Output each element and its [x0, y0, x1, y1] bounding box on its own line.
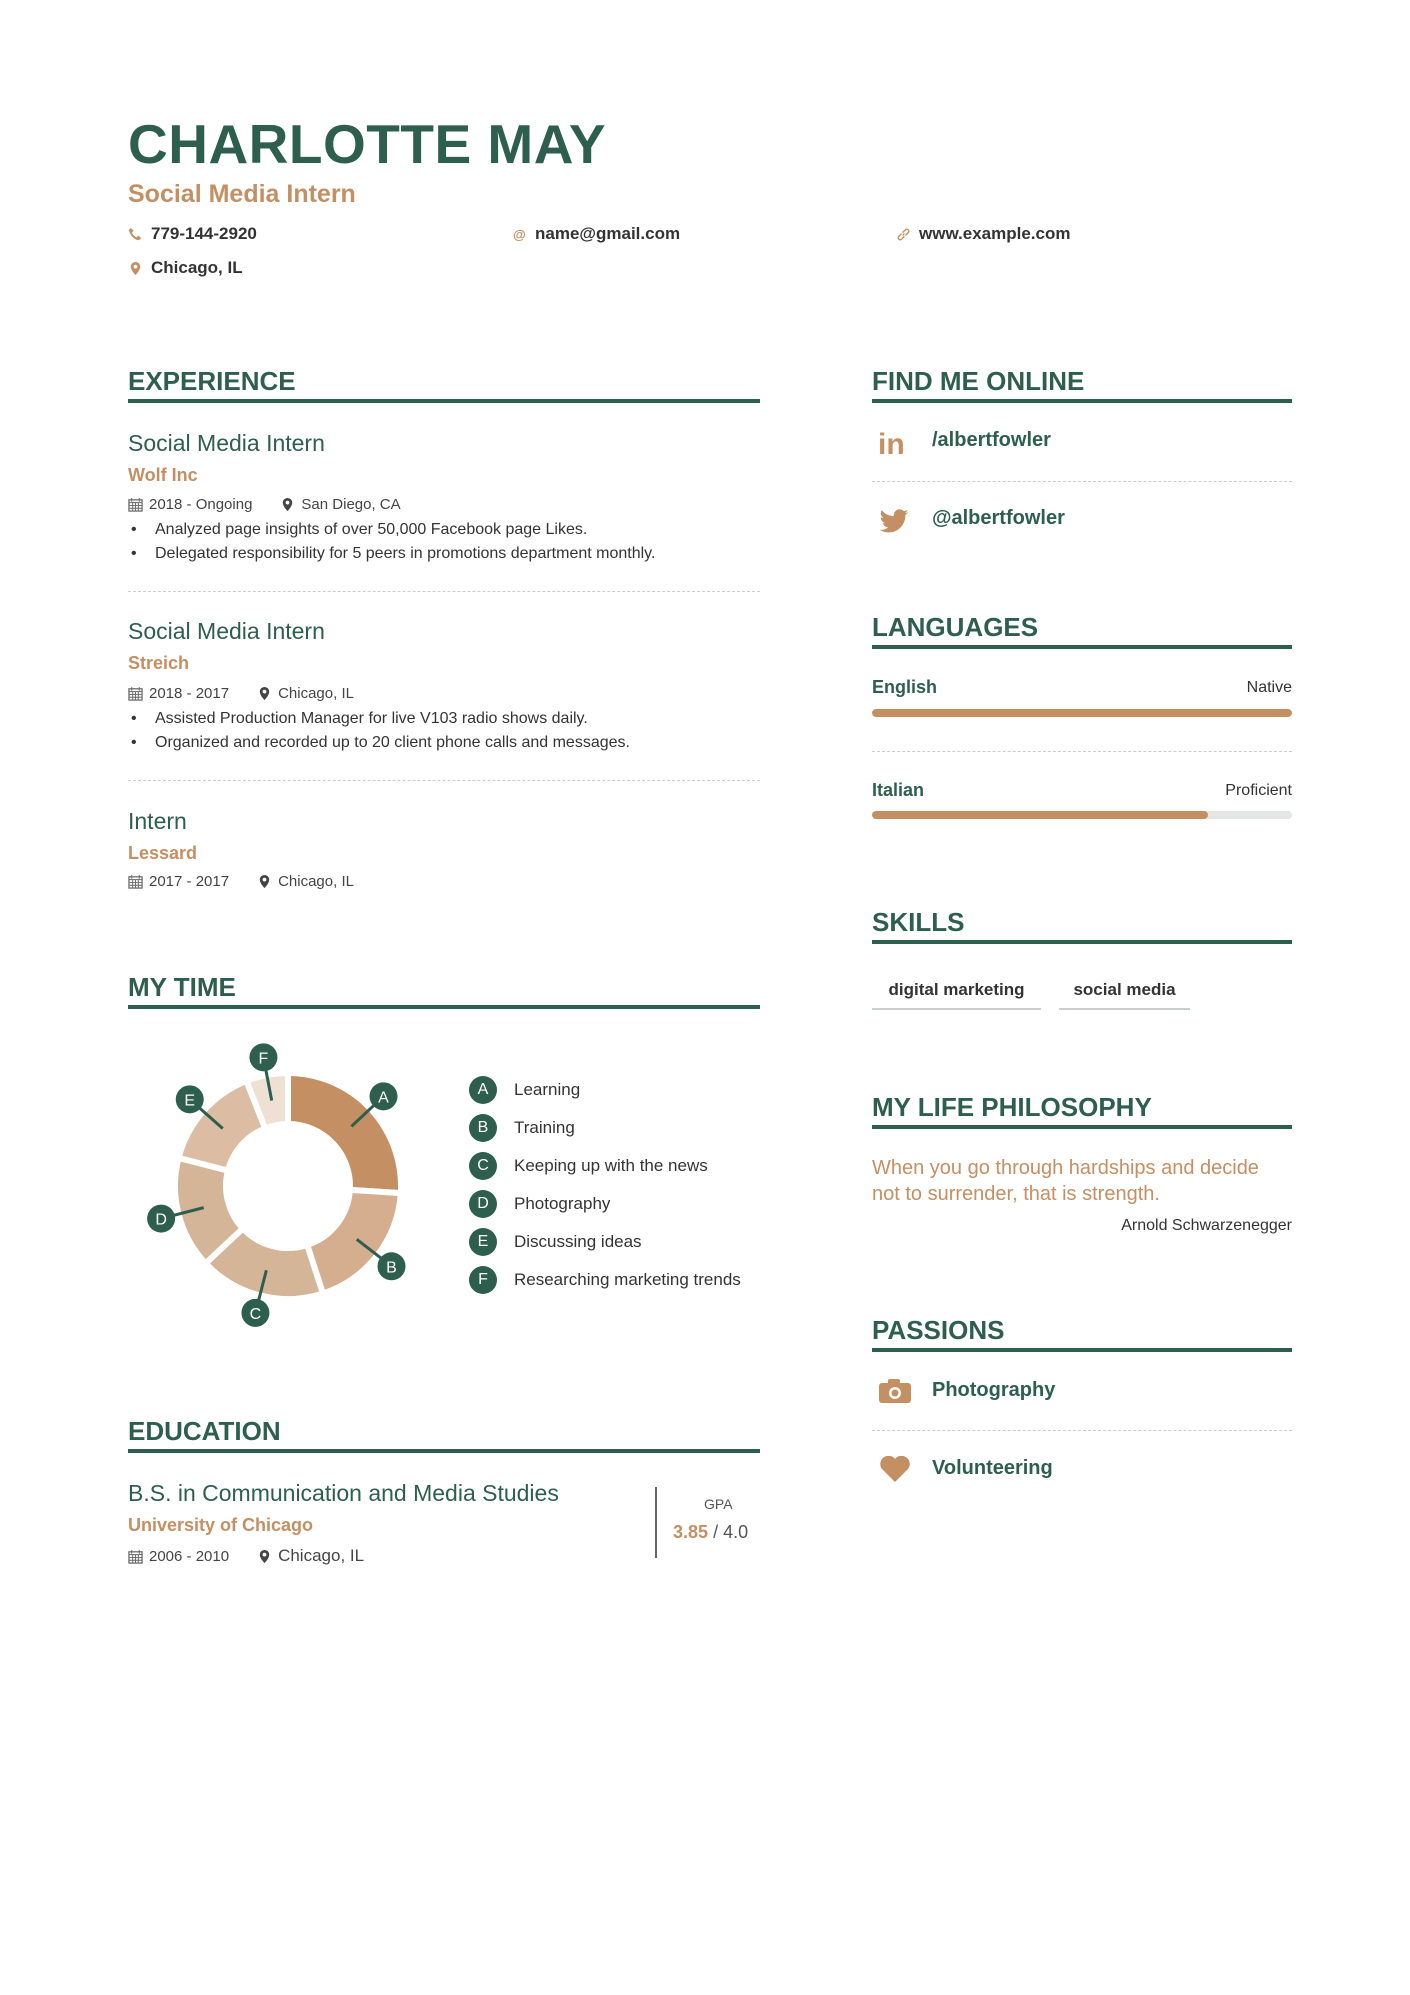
callout-label: F [258, 1050, 269, 1068]
legend-badge: F [469, 1266, 497, 1294]
location-pin-icon [257, 1549, 272, 1564]
job-meta [128, 496, 401, 513]
job-dates: 2018 - 2017 [149, 685, 230, 702]
skills-heading: SKILLS [872, 907, 965, 937]
job-meta [128, 873, 354, 890]
link-icon [896, 227, 911, 242]
language-level: Native [1246, 679, 1292, 696]
job-location: Chicago, IL [278, 685, 354, 702]
language-proficiency-bar [872, 709, 1292, 717]
quote-author: Arnold Schwarzenegger [1121, 1217, 1292, 1234]
phone-text: 779-144-2920 [151, 224, 257, 243]
linkedin-handle[interactable]: /albertfowler [932, 429, 1051, 451]
divider [872, 751, 1292, 752]
job-title: Social Media Intern [128, 430, 325, 456]
language-name: English [872, 677, 938, 697]
website[interactable] [896, 224, 1070, 244]
section-rule [872, 645, 1292, 649]
phone [128, 224, 257, 244]
divider [872, 481, 1292, 482]
education-location: Chicago, IL [278, 1546, 365, 1565]
language-name: Italian [872, 780, 925, 800]
twitter-icon [879, 509, 909, 533]
location-pin-icon [280, 497, 295, 512]
candidate-name: CHARLOTTE MAY [128, 113, 607, 175]
experience-heading: EXPERIENCE [128, 366, 296, 396]
job-location: Chicago, IL [278, 873, 354, 890]
find-me-online-heading: FIND ME ONLINE [872, 366, 1085, 396]
phone-icon [128, 227, 143, 242]
job-bullet: • Analyzed page insights of over 50,000 Facebook page Likes. [155, 521, 587, 539]
school: University of Chicago [128, 1515, 314, 1535]
section-rule [128, 399, 760, 403]
education-dates: 2006 - 2010 [149, 1547, 230, 1565]
education-meta [128, 1546, 364, 1566]
legend-label: Discussing ideas [514, 1232, 642, 1251]
skill-tag: social media [1059, 980, 1190, 1010]
job-bullet: • Assisted Production Manager for live V103 radio shows daily. [155, 710, 588, 728]
callout-label: A [378, 1089, 389, 1107]
callout-label: E [184, 1092, 196, 1110]
passion-item: Photography [932, 1379, 1056, 1401]
job-title: Intern [128, 808, 187, 834]
job-dates: 2017 - 2017 [149, 873, 230, 890]
section-rule [872, 940, 1292, 944]
at-icon [512, 227, 527, 242]
legend-label: Training [514, 1118, 575, 1137]
twitter-handle[interactable]: @albertfowler [932, 507, 1065, 529]
location-pin-icon [128, 261, 143, 276]
divider [128, 780, 760, 781]
section-rule [128, 1449, 760, 1453]
time-donut-chart [128, 1026, 458, 1356]
section-rule [872, 1348, 1292, 1352]
gpa-divider [655, 1487, 657, 1558]
calendar-icon [128, 874, 143, 889]
gpa-value [673, 1522, 748, 1543]
philosophy-heading: MY LIFE PHILOSOPHY [872, 1092, 1152, 1122]
callout-label: C [249, 1305, 262, 1323]
email-text[interactable]: name@gmail.com [535, 224, 681, 243]
philosophy-quote: When you go through hardships and decide not to surrender, that is strength. [872, 1157, 1259, 1205]
skill-tag: digital marketing [872, 980, 1041, 1010]
job-location: San Diego, CA [301, 496, 401, 513]
location-pin-icon [257, 686, 272, 701]
linkedin-icon: in [878, 428, 905, 461]
language-proficiency-bar [872, 811, 1292, 819]
languages-heading: LANGUAGES [872, 612, 1039, 642]
legend-badge: E [469, 1228, 497, 1256]
gpa-separator: / [713, 1522, 719, 1542]
location-pin-icon [257, 874, 272, 889]
divider [128, 591, 760, 592]
job-bullet: • Organized and recorded up to 20 client phone calls and messages. [155, 734, 630, 752]
language-level: Proficient [1225, 782, 1292, 799]
passions-heading: PASSIONS [872, 1315, 1005, 1345]
job-company: Lessard [128, 843, 198, 863]
heart-icon [879, 1456, 911, 1482]
legend-badge: C [469, 1152, 497, 1180]
callout-label: D [155, 1211, 167, 1229]
section-rule [872, 399, 1292, 403]
camera-icon [879, 1379, 911, 1403]
location [128, 258, 243, 278]
email[interactable] [512, 224, 680, 244]
gpa-max: 4.0 [723, 1522, 749, 1542]
legend-label: Photography [514, 1194, 611, 1213]
job-company: Streich [128, 653, 190, 673]
location-text: Chicago, IL [151, 258, 243, 277]
calendar-icon [128, 497, 143, 512]
my-time-heading: MY TIME [128, 972, 236, 1002]
legend-label: Learning [514, 1080, 581, 1099]
job-title: Social Media Intern [128, 618, 325, 644]
candidate-title: Social Media Intern [128, 180, 356, 208]
job-company: Wolf Inc [128, 465, 198, 485]
gpa-label: GPA [704, 1496, 733, 1512]
callout-label: B [386, 1259, 397, 1277]
degree: B.S. in Communication and Media Studies [128, 1480, 559, 1506]
legend-badge: A [469, 1076, 497, 1104]
job-dates: 2018 - Ongoing [149, 496, 253, 513]
section-rule [128, 1005, 760, 1009]
gpa-score: 3.85 [673, 1522, 709, 1542]
website-text[interactable]: www.example.com [919, 224, 1071, 243]
calendar-icon [128, 1549, 143, 1564]
legend-label: Researching marketing trends [514, 1270, 741, 1289]
calendar-icon [128, 686, 143, 701]
job-meta [128, 685, 354, 702]
section-rule [872, 1125, 1292, 1129]
divider [872, 1430, 1292, 1431]
education-heading: EDUCATION [128, 1416, 281, 1446]
legend-badge: B [469, 1114, 497, 1142]
legend-badge: D [469, 1190, 497, 1218]
job-bullet: • Delegated responsibility for 5 peers in promotions department monthly. [155, 545, 655, 563]
legend-label: Keeping up with the news [514, 1156, 708, 1175]
svg-text:@: @ [512, 226, 526, 242]
passion-item: Volunteering [932, 1457, 1053, 1479]
